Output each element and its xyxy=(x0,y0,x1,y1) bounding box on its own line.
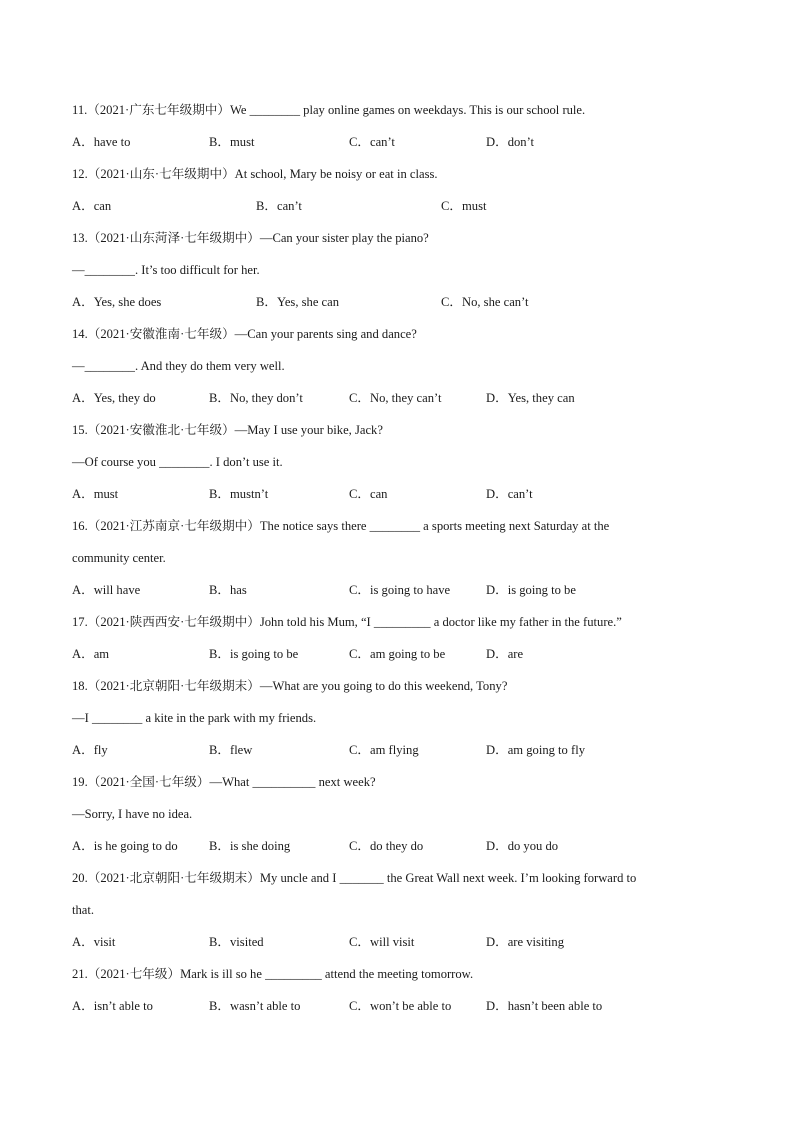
option-b[interactable]: B．visited xyxy=(209,935,264,949)
stem-text: be noisy or eat in class. xyxy=(316,167,438,181)
option-d[interactable]: D．am going to fly xyxy=(486,743,585,757)
answer-blank[interactable]: _______ xyxy=(339,871,384,885)
option-a[interactable]: A．can xyxy=(72,199,112,213)
option-c[interactable]: C．can’t xyxy=(349,135,395,149)
stem-text: . And they do them very well. xyxy=(134,359,285,373)
option-c[interactable]: C．am flying xyxy=(349,743,419,757)
stem-text: . It’s too difficult for her. xyxy=(134,263,260,277)
stem-text: 14.（2021·安徽淮南·七年级）—Can your parents sing and dance? xyxy=(72,327,417,341)
answer-blank[interactable]: ________ xyxy=(91,711,143,725)
option-d[interactable]: D．is going to be xyxy=(486,583,576,597)
question-stem xyxy=(72,606,722,638)
question-stem-continued xyxy=(72,446,722,478)
answer-options xyxy=(72,286,722,318)
stem-text: community center. xyxy=(72,551,166,565)
answer-blank[interactable]: ________ xyxy=(84,359,135,373)
answer-blank[interactable]: _________ xyxy=(265,967,322,981)
answer-options xyxy=(72,126,722,158)
stem-text: attend the meeting tomorrow. xyxy=(321,967,474,981)
option-b[interactable]: B．No, they don’t xyxy=(209,391,303,405)
stem-text: —I xyxy=(72,711,92,725)
option-c[interactable]: C．No, she can’t xyxy=(441,295,529,309)
option-c[interactable]: C．No, they can’t xyxy=(349,391,442,405)
option-b[interactable]: B．must xyxy=(209,135,255,149)
option-a[interactable]: A．isn’t able to xyxy=(72,999,153,1013)
question-stem xyxy=(72,862,722,894)
stem-text: 17.（2021·陕西西安·七年级期中）John told his Mum, “I xyxy=(72,615,374,629)
stem-text: that. xyxy=(72,903,95,917)
answer-options xyxy=(72,990,722,1022)
stem-text: 13.（2021·山东菏泽·七年级期中）—Can your sister play the piano? xyxy=(72,231,429,245)
question-item xyxy=(72,606,722,670)
question-stem-continued xyxy=(72,350,722,382)
question-stem-continued xyxy=(72,798,722,830)
question-stem xyxy=(72,318,722,350)
option-c[interactable]: C．will visit xyxy=(349,935,415,949)
question-item xyxy=(72,670,722,766)
option-a[interactable]: A．am xyxy=(72,647,110,661)
answer-options xyxy=(72,574,722,606)
stem-text: a doctor like my father in the future.” xyxy=(430,615,622,629)
option-c[interactable]: C．won’t be able to xyxy=(349,999,452,1013)
option-c[interactable]: C．must xyxy=(441,199,487,213)
option-d[interactable]: D．do you do xyxy=(486,839,559,853)
stem-text: . I don’t use it. xyxy=(209,455,283,469)
option-a[interactable]: A．fly xyxy=(72,743,108,757)
option-c[interactable]: C．can xyxy=(349,487,388,501)
stem-text: 15.（2021·安徽淮北·七年级）—May I use your bike, Jack? xyxy=(72,423,383,437)
option-c[interactable]: C．is going to have xyxy=(349,583,451,597)
answer-blank[interactable]: ________ xyxy=(249,103,300,117)
stem-text: 16.（2021·江苏南京·七年级期中）The notice says there xyxy=(72,519,370,533)
stem-text: 21.（2021·七年级）Mark is ill so he xyxy=(72,967,266,981)
option-a[interactable]: A．is he going to do xyxy=(72,839,178,853)
stem-text: —Sorry, I have no idea. xyxy=(72,807,193,821)
option-c[interactable]: C．do they do xyxy=(349,839,424,853)
question-stem-continued xyxy=(72,542,722,574)
stem-text: 20.（2021·北京朝阳·七年级期末）My uncle and I xyxy=(72,871,340,885)
option-a[interactable]: A．have to xyxy=(72,135,131,149)
answer-blank[interactable]: ________ xyxy=(369,519,421,533)
answer-options xyxy=(72,638,722,670)
option-a[interactable]: A．must xyxy=(72,487,119,501)
stem-text: —Of course you xyxy=(72,455,160,469)
answer-options xyxy=(72,734,722,766)
question-item xyxy=(72,862,722,958)
answer-blank[interactable]: _________ xyxy=(373,615,431,629)
question-stem xyxy=(72,414,722,446)
question-stem-continued xyxy=(72,894,722,926)
stem-text: 11.（2021·广东七年级期中）We xyxy=(72,103,250,117)
option-b[interactable]: B．has xyxy=(209,583,247,597)
option-a[interactable]: A．Yes, she does xyxy=(72,295,162,309)
option-a[interactable]: A．visit xyxy=(72,935,116,949)
answer-options xyxy=(72,830,722,862)
option-d[interactable]: D．hasn’t been able to xyxy=(486,999,603,1013)
question-stem xyxy=(72,670,722,702)
question-item xyxy=(72,318,722,414)
question-item xyxy=(72,958,722,1022)
question-stem xyxy=(72,958,722,990)
option-b[interactable]: B．wasn’t able to xyxy=(209,999,301,1013)
answer-options xyxy=(72,382,722,414)
option-d[interactable]: D．are xyxy=(486,647,524,661)
worksheet-body xyxy=(72,94,722,1022)
option-a[interactable]: A．will have xyxy=(72,583,141,597)
question-item xyxy=(72,158,722,222)
question-item xyxy=(72,94,722,158)
option-d[interactable]: D．Yes, they can xyxy=(486,391,575,405)
option-b[interactable]: B．Yes, she can xyxy=(256,295,340,309)
option-b[interactable]: B．flew xyxy=(209,743,253,757)
question-stem xyxy=(72,158,722,190)
stem-text: a kite in the park with my friends. xyxy=(142,711,317,725)
option-d[interactable]: D．can’t xyxy=(486,487,533,501)
question-stem-continued xyxy=(72,702,722,734)
answer-blank[interactable]: ________ xyxy=(159,455,210,469)
option-d[interactable]: D．are visiting xyxy=(486,935,564,949)
question-item xyxy=(72,510,722,606)
stem-text: 19.（2021·全国·七年级）—What xyxy=(72,775,253,789)
option-b[interactable]: B．mustn’t xyxy=(209,487,269,501)
stem-text: — xyxy=(72,263,85,277)
stem-text: 18.（2021·北京朝阳·七年级期末）—What are you going to do this weekend, Tony? xyxy=(72,679,508,693)
option-b[interactable]: B．is going to be xyxy=(209,647,299,661)
question-stem xyxy=(72,510,722,542)
stem-text: next week? xyxy=(315,775,376,789)
question-stem-continued xyxy=(72,254,722,286)
answer-options xyxy=(72,926,722,958)
question-item xyxy=(72,414,722,510)
stem-text: 12.（2021·山东·七年级期中）At school, Mary xyxy=(72,167,317,181)
stem-text: the Great Wall next week. I’m looking forward to xyxy=(383,871,637,885)
stem-text: play online games on weekdays. This is our school rule. xyxy=(300,103,586,117)
question-item xyxy=(72,222,722,318)
answer-blank[interactable]: ________ xyxy=(84,263,135,277)
option-d[interactable]: D．don’t xyxy=(486,135,535,149)
stem-text: a sports meeting next Saturday at the xyxy=(420,519,610,533)
question-stem xyxy=(72,222,722,254)
option-b[interactable]: B．can’t xyxy=(256,199,302,213)
question-item xyxy=(72,766,722,862)
answer-options xyxy=(72,190,722,222)
question-stem xyxy=(72,766,722,798)
option-a[interactable]: A．Yes, they do xyxy=(72,391,156,405)
question-stem xyxy=(72,94,722,126)
answer-options xyxy=(72,478,722,510)
stem-text: — xyxy=(72,359,85,373)
option-c[interactable]: C．am going to be xyxy=(349,647,446,661)
option-b[interactable]: B．is she doing xyxy=(209,839,291,853)
answer-blank[interactable]: __________ xyxy=(252,775,316,789)
